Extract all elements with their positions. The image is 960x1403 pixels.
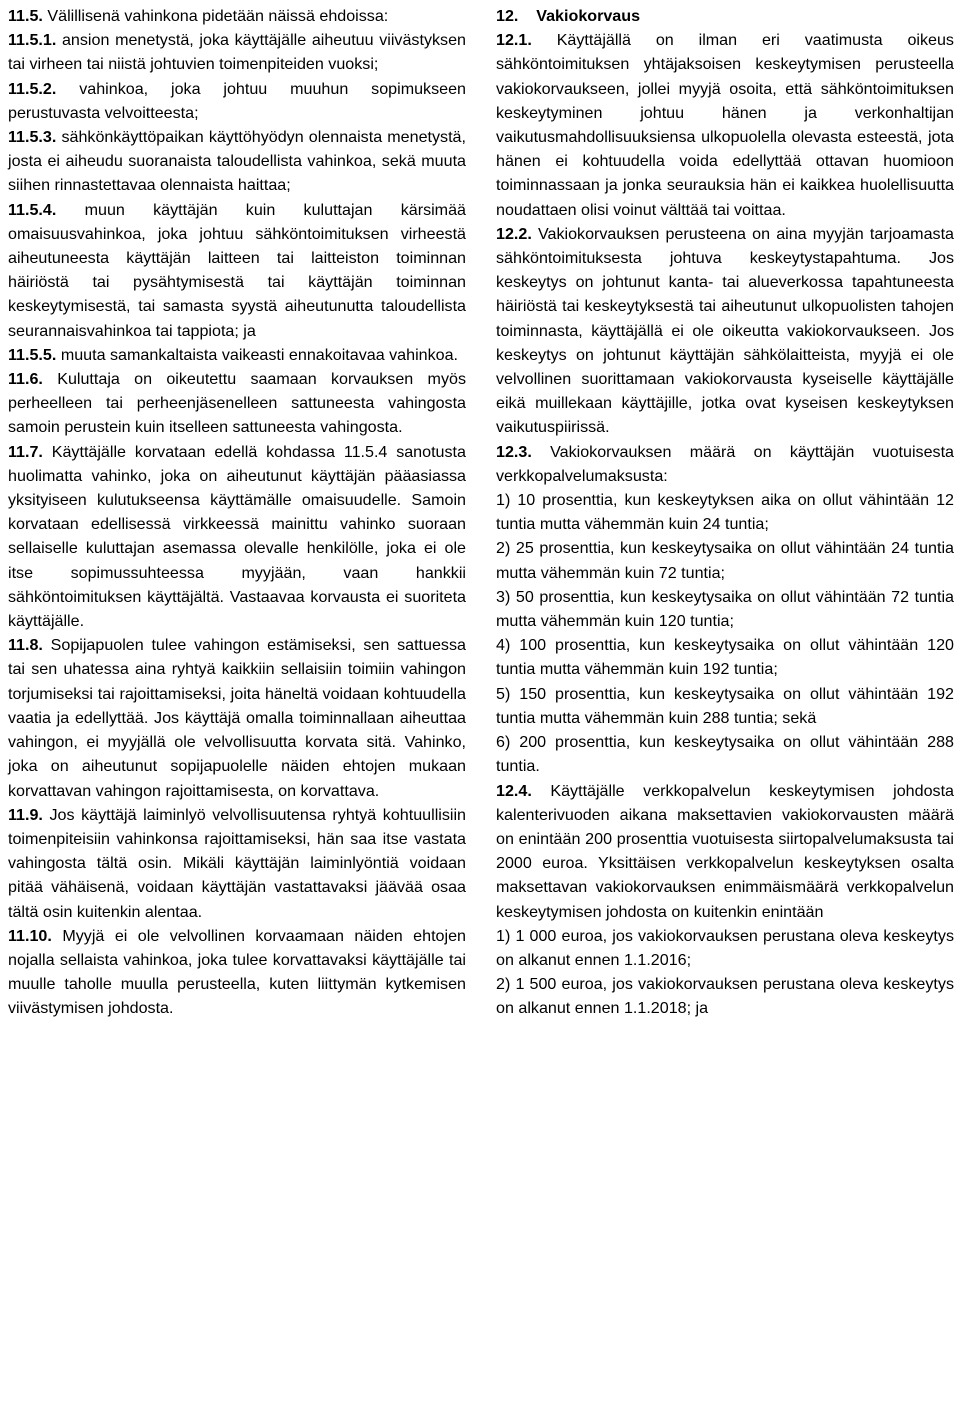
list-item [496,730,954,778]
paragraph-text: Kuluttaja on oikeutettu saamaan korvauksen myös perheelleen tai perheenjäsenelleen sattuneesta vahingosta samoin perustein kuin itselleen sattuneesta vahingosta. [8,370,466,437]
section-heading [496,4,954,28]
paragraph-11-5-3 [8,125,466,198]
paragraph-text: ansion menetystä, joka käyttäjälle aiheutuu viivästyksen tai virheen tai niistä johtuvien toimenpiteiden vuoksi; [8,31,466,74]
section-number: 11.5. [8,7,43,25]
paragraph-text: Välillisenä vahinkona pidetään näissä ehdoissa: [47,7,389,25]
section-number: 12.3. [496,442,532,461]
section-number: 11.6. [8,370,43,389]
paragraph-text: 1) 1 000 euroa, jos vakiokorvauksen perustana oleva keskeytys on alkanut ennen 1.1.2016; [496,926,954,969]
paragraph-text: Vakiokorvauksen määrä on käyttäjän vuotuisesta verkkopalvelumaksusta: [496,442,954,485]
section-number: 12. [496,7,519,25]
paragraph-text: muun käyttäjän kuin kuluttajan kärsimää omaisuusvahinkoa, joka johtuu sähköntoimituksen virheestä aiheutuneesta käyttäjän laitteen tai laitteiston toiminnan häiriöstä tai pysähtymisestä tai käyttäjän toiminnan keskeytymisestä, tai samasta syystä aiheutunutta taloudellista seurannaisvahinkoa tai tappiota; ja [8,200,466,340]
section-title: Vakiokorvaus [536,7,641,25]
paragraph-text: 1) 10 prosenttia, kun keskeytyksen aika on ollut vähintään 12 tuntia mutta vähemmän kuin 24 tuntia; [496,491,954,534]
list-item [496,682,954,730]
paragraph-text: 4) 100 prosenttia, kun keskeytysaika on ollut vähintään 120 tuntia mutta vähemmän kuin 192 tuntia; [496,636,954,679]
paragraph-text: Sopijapuolen tulee vahingon estämiseksi, sen sattuessa tai sen uhatessa aina ryhtyä kaikkiin sellaisiin toimiin vahingon torjumiseksi tai rajoittamiseksi, joita häneltä voidaan kohtuudella vaatia ja edellyttää. Jos käyttäjä omalla toiminnallaan aiheuttaa vahingon, ei myyjällä ole velvollisuutta korvata sitä. Vahinko, joka on aiheutunut sopijapuolelle näiden ehtojen mukaan korvattavan vahingon rajoittamisesta, on korvattava. [8,636,466,800]
list-item [496,585,954,633]
paragraph-11-7 [8,440,466,634]
section-number: 12.4. [496,781,532,800]
section-number: 11.5.3. [8,128,57,147]
paragraph-11-5-4 [8,198,466,343]
paragraph-12-3 [496,440,954,488]
paragraph-text: 2) 1 500 euroa, jos vakiokorvauksen perustana oleva keskeytys on alkanut ennen 1.1.2018; ja [496,975,954,1018]
right-column [496,4,954,1021]
section-number: 11.5.5. [8,345,57,364]
section-number: 11.10. [8,926,52,945]
paragraph-text: Käyttäjälle korvataan edellä kohdassa 11.5.4 sanotusta huolimatta vahinko, joka on aiheutunut käyttäjän pääasiassa yksityiseen kulutukseensa käyttämälle omaisuudelle. Samoin korvataan edellisessä virkkeessä mainittu vahinko suoraan sellaiselle kuluttajan asemassa olevalle henkilölle, joka ei ole itse sopimussuhteessa myyjään, vaan hankkii sähköntoimituksen käyttäjältä. Vastaavaa korvausta ei suoriteta käyttäjälle. [8,442,466,631]
section-number: 12.2. [496,224,532,243]
left-column [8,4,466,1021]
paragraph-12-2 [496,222,954,440]
paragraph-text: Käyttäjälle verkkopalvelun keskeytymisen johdosta kalenterivuoden aikana maksettavien vakiokorvausten määrä on enintään 200 prosenttia vuotuisesta siirtopalvelumaksusta tai 2000 euroa. Yksittäisen verkkopalvelun keskeytyksen osalta maksettavan vakiokorvauksen enimmäismäärä verkkopalvelun keskeytymisen johdosta on kuitenkin enintään [496,781,954,921]
paragraph-text: vahinkoa, joka johtuu muuhun sopimukseen perustuvasta velvoitteesta; [8,79,466,122]
section-number: 11.7. [8,442,43,461]
paragraph-11-9 [8,803,466,924]
paragraph-12-4 [496,779,954,924]
paragraph-11-8 [8,633,466,802]
paragraph-text: Vakiokorvauksen perusteena on aina myyjän tarjoamasta sähköntoimituksesta johtuva keskeytystapahtuma. Jos keskeytys on johtunut kanta- tai alueverkossa tapahtuneesta häiriöstä tai keskeytyksestä tai aiheutunut ulkopuolisten tahojen toiminnasta, käyttäjällä ei ole oikeutta vakiokorvaukseen. Jos keskeytys on johtunut käyttäjän sähkölaitteista, myyjä ei ole velvollinen suorittamaan vakiokorvausta kyseiselle käyttäjälle eikä muillekaan käyttäjille, jotka ovat kyseisen keskeytyksen vaikutuspiirissä. [496,224,954,437]
paragraph-11-5-2 [8,77,466,125]
paragraph-text: Käyttäjällä on ilman eri vaatimusta oikeus sähköntoimituksen yhtäjaksoisen keskeytymisen perusteella vakiokorvaukseen, jollei myyjä osoita, että sähköntoimituksen keskeytyminen johtuu hänen ja verkonhaltijan vaikutusmahdollisuuksiensa ulkopuolella olevasta esteestä, jota hänen ei kohtuudella voida edellyttää ottavan huomioon toiminnassaan ja jonka seurauksia hän ei kaikkea huolellisuutta noudattaen olisi voinut välttää tai voittaa. [496,31,954,219]
section-number: 11.8. [8,636,43,655]
paragraph-11-10 [8,924,466,1021]
paragraph-11-5-5 [8,343,466,367]
paragraph-text: 6) 200 prosenttia, kun keskeytysaika on ollut vähintään 288 tuntia. [496,733,954,776]
list-item [496,972,954,1020]
paragraph-text: 2) 25 prosenttia, kun keskeytysaika on ollut vähintään 24 tuntia mutta vähemmän kuin 72 tuntia; [496,539,954,582]
section-number: 11.5.2. [8,79,57,98]
paragraph-text: sähkönkäyttöpaikan käyttöhyödyn olennaista menetystä, josta ei aiheudu suoranaista taloudellista vahinkoa, sekä muuta siihen rinnastettavaa olennaista haittaa; [8,128,466,195]
paragraph-12-1 [496,28,954,222]
paragraph-text: Myyjä ei ole velvollinen korvaamaan näiden ehtojen nojalla sellaista vahinkoa, joka tulee korvattavaksi käyttäjälle tai muulle taholle muulla perusteella, kuten liittymän kytkemisen viivästymisen johdosta. [8,926,466,1018]
list-item [496,633,954,681]
paragraph-11-6 [8,367,466,440]
section-number: 12.1. [496,31,532,50]
paragraph-text: Jos käyttäjä laiminlyö velvollisuutensa ryhtyä kohtuullisiin toimenpiteisiin vahinkonsa rajoittamiseksi, hän saa itse vastata vahingosta tältä osin. Mikäli käyttäjän laiminlyöntiä voidaan pitää vähäisenä, voidaan käyttäjän vastattavaksi jäävää osaa tältä osin kuitenkin alentaa. [8,805,466,921]
paragraph-11-5 [8,4,466,28]
list-item [496,536,954,584]
paragraph-text: 3) 50 prosenttia, kun keskeytysaika on ollut vähintään 72 tuntia mutta vähemmän kuin 120 tuntia; [496,587,954,631]
paragraph-text: muuta samankaltaista vaikeasti ennakoitavaa vahinkoa. [60,345,459,364]
list-item [496,924,954,972]
section-number: 11.9. [8,805,43,824]
section-number: 11.5.1. [8,31,57,50]
paragraph-text: 5) 150 prosenttia, kun keskeytysaika on ollut vähintään 192 tuntia mutta vähemmän kuin 288 tuntia; sekä [496,684,954,727]
paragraph-11-5-1 [8,28,466,76]
section-number: 11.5.4. [8,200,57,219]
list-item [496,488,954,536]
